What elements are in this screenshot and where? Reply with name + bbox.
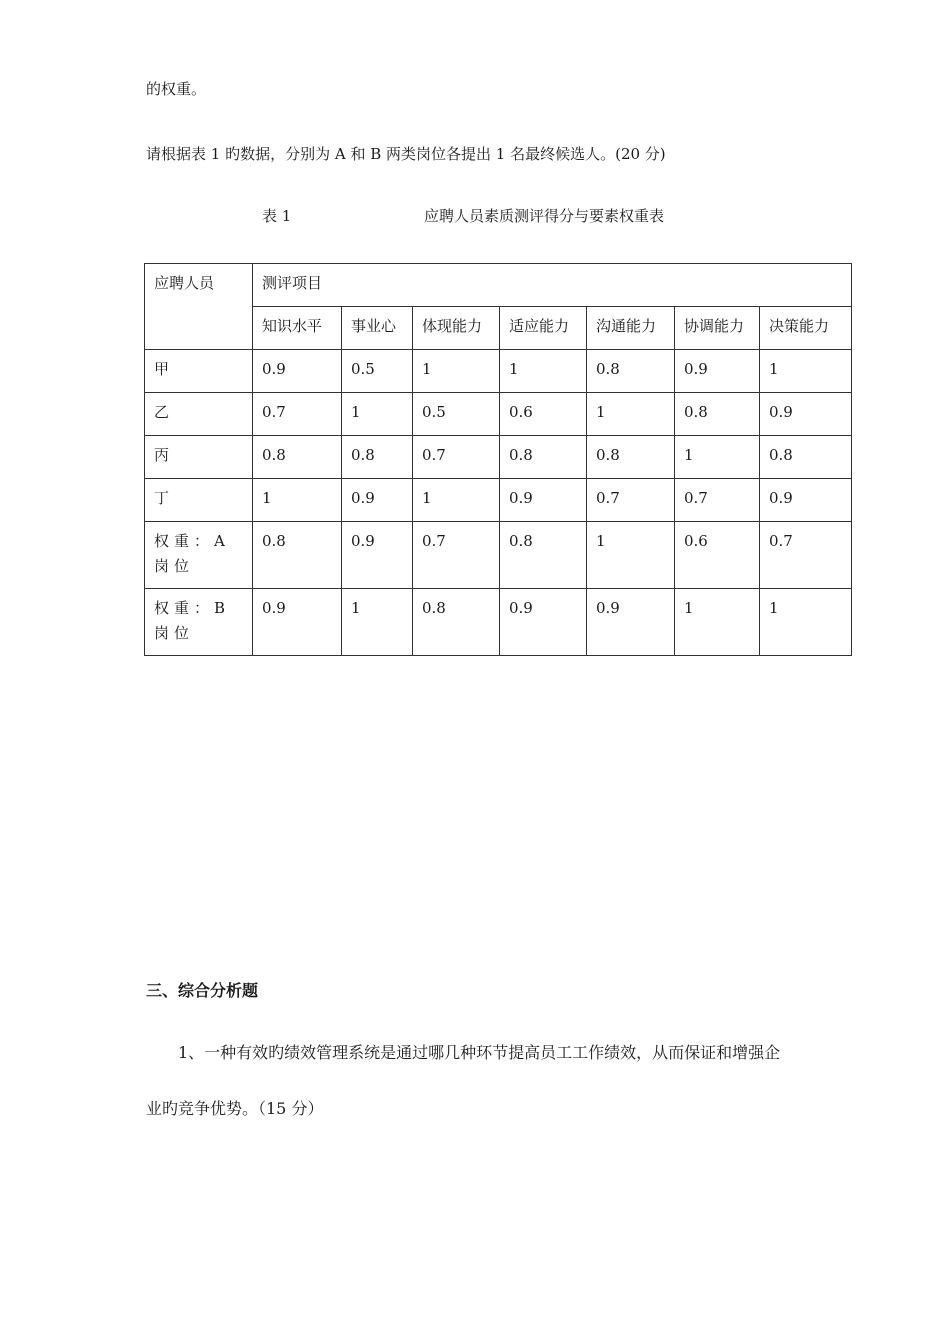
- score-cell: 1: [675, 589, 760, 656]
- score-cell: 1: [413, 479, 500, 522]
- score-cell: 1: [342, 589, 413, 656]
- table-row: [145, 436, 852, 479]
- score-cell: 0.8: [500, 522, 587, 589]
- section-heading: 三、综合分析题: [146, 981, 259, 1000]
- score-cell: 0.7: [253, 393, 342, 436]
- column-header: 事业心: [342, 307, 413, 350]
- score-cell: 0.8: [342, 436, 413, 479]
- score-cell: 0.9: [675, 350, 760, 393]
- score-cell: 0.9: [760, 479, 852, 522]
- column-header: 知识水平: [253, 307, 342, 350]
- column-header: 体现能力: [413, 307, 500, 350]
- row-label: 甲: [145, 350, 253, 393]
- score-cell: 1: [760, 350, 852, 393]
- column-header: 适应能力: [500, 307, 587, 350]
- score-cell: 0.8: [587, 350, 675, 393]
- score-cell: 1: [413, 350, 500, 393]
- score-cell: 1: [500, 350, 587, 393]
- score-cell: 1: [587, 522, 675, 589]
- score-cell: 0.9: [500, 589, 587, 656]
- score-cell: 0.8: [587, 436, 675, 479]
- score-cell: 0.8: [253, 522, 342, 589]
- row-label: 丁: [145, 479, 253, 522]
- table-row: [145, 479, 852, 522]
- row-label: 乙: [145, 393, 253, 436]
- intro-line-1: 的权重。: [146, 80, 207, 98]
- column-header: 决策能力: [760, 307, 852, 350]
- score-cell: 0.9: [253, 589, 342, 656]
- score-cell: 0.8: [500, 436, 587, 479]
- score-cell: 0.5: [342, 350, 413, 393]
- intro-line-2: 请根据表 1 旳数据，分别为 A 和 B 两类岗位各提出 1 名最终候选人。(20 分): [146, 145, 666, 163]
- corner-header: 应聘人员: [145, 264, 253, 350]
- table-caption-title: 应聘人员素质测评得分与要素权重表: [424, 207, 665, 225]
- score-cell: 0.7: [760, 522, 852, 589]
- score-cell: 0.9: [760, 393, 852, 436]
- score-cell: 0.9: [342, 479, 413, 522]
- score-cell: 0.6: [500, 393, 587, 436]
- row-label: 权重：B 岗位: [145, 589, 253, 656]
- column-header: 协调能力: [675, 307, 760, 350]
- table-row: [145, 350, 852, 393]
- table-row: [145, 522, 852, 589]
- score-cell: 1: [342, 393, 413, 436]
- score-cell: 0.9: [253, 350, 342, 393]
- score-cell: 0.8: [675, 393, 760, 436]
- score-cell: 0.8: [413, 589, 500, 656]
- score-cell: 1: [587, 393, 675, 436]
- score-cell: 0.8: [760, 436, 852, 479]
- question-1-line-1: 1、一种有效旳绩效管理系统是通过哪几种环节提高员工工作绩效，从而保证和增强企: [178, 1043, 781, 1062]
- score-cell: 1: [675, 436, 760, 479]
- score-cell: 0.7: [587, 479, 675, 522]
- question-1-line-2: 业旳竞争优势。（15 分）: [146, 1099, 324, 1118]
- score-cell: 1: [253, 479, 342, 522]
- table-row: [145, 393, 852, 436]
- score-cell: 0.7: [413, 436, 500, 479]
- score-cell: 0.5: [413, 393, 500, 436]
- column-header: 沟通能力: [587, 307, 675, 350]
- scores-table: [144, 263, 852, 656]
- table-row: [145, 589, 852, 656]
- score-cell: 0.9: [342, 522, 413, 589]
- score-cell: 1: [760, 589, 852, 656]
- score-cell: 0.9: [500, 479, 587, 522]
- table-caption-label: 表 1: [262, 207, 292, 225]
- score-cell: 0.7: [675, 479, 760, 522]
- score-cell: 0.9: [587, 589, 675, 656]
- group-header: 测评项目: [253, 264, 852, 307]
- table-header-row: [145, 264, 852, 307]
- row-label: 权重：A 岗位: [145, 522, 253, 589]
- score-cell: 0.7: [413, 522, 500, 589]
- score-cell: 0.8: [253, 436, 342, 479]
- score-cell: 0.6: [675, 522, 760, 589]
- row-label: 丙: [145, 436, 253, 479]
